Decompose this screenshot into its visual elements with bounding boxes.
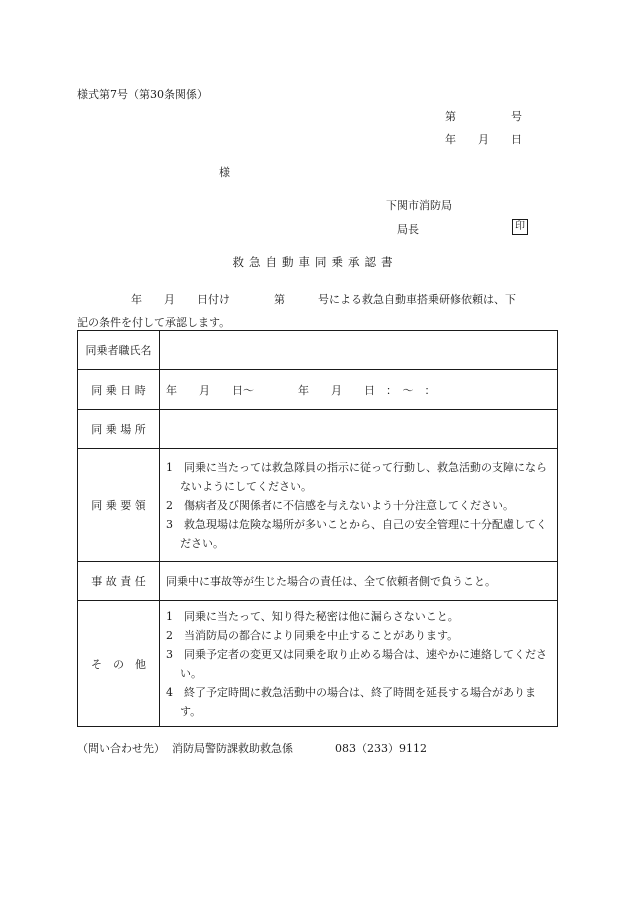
guidelines-list — [166, 458, 551, 553]
contact-label: （問い合わせ先） — [77, 742, 165, 755]
issue-number: 第 号 — [445, 110, 522, 123]
conditions-table — [77, 330, 558, 727]
list-item: 4 終了予定時間に救急活動中の場合は、終了時間を延長する場合があります。 — [166, 685, 536, 718]
seal-stamp: 印 — [512, 219, 528, 235]
other-notes-cell — [160, 601, 558, 727]
table-row — [78, 562, 558, 601]
table-row — [78, 601, 558, 727]
contact-phone: 083（233）9112 — [334, 742, 427, 755]
accident-liability-cell: 同乗中に事故等が生じた場合の責任は、全て依頼者側で負うこと。 — [160, 562, 558, 601]
list-item: 2 当消防局の都合により同乗を中止することがあります。 — [166, 628, 459, 642]
approval-statement-line-1: 年 月 日付け 第 号による救急自動車搭乗研修依頼は、下 — [131, 293, 516, 306]
table-row — [78, 410, 558, 449]
list-item: 1 同乗に当たっては救急隊員の指示に従って行動し、救急活動の支障にならないようにしてください。 — [166, 460, 547, 493]
row-label: 同 乗 要 領 — [78, 449, 160, 562]
contact-department: 消防局警防課救助救急係 — [172, 742, 293, 755]
approval-statement-line-2: 記の条件を付して承認します。 — [77, 316, 231, 329]
ride-guidelines-cell — [160, 449, 558, 562]
approval-statement — [77, 288, 557, 334]
sender-title: 局長 — [397, 223, 419, 236]
passenger-name-cell — [160, 331, 558, 370]
contact-info — [77, 740, 427, 756]
other-notes-list — [166, 607, 551, 721]
issue-date: 年 月 日 — [445, 133, 522, 146]
row-label: そ の 他 — [78, 601, 160, 727]
table-row — [78, 449, 558, 562]
ride-location-cell — [160, 410, 558, 449]
list-item: 3 同乗予定者の変更又は同乗を取り止める場合は、速やかに連絡してください。 — [166, 647, 547, 680]
table-row — [78, 331, 558, 370]
ride-datetime-cell: 年 月 日～ 年 月 日 ： ～ ： — [160, 370, 558, 410]
list-item: 1 同乗に当たって、知り得た秘密は他に漏らさないこと。 — [166, 609, 459, 623]
sender-organization: 下関市消防局 — [386, 199, 452, 212]
row-label: 同乗者職氏名 — [78, 331, 160, 370]
row-label: 同 乗 場 所 — [78, 410, 160, 449]
document-title: 救急自動車同乗承認書 — [232, 255, 398, 269]
list-item: 3 救急現場は危険な場所が多いことから、自己の安全管理に十分配慮してください。 — [166, 517, 547, 550]
table-row — [78, 370, 558, 410]
row-label: 事 故 責 任 — [78, 562, 160, 601]
addressee-honorific: 様 — [219, 166, 230, 179]
list-item: 2 傷病者及び関係者に不信感を与えないよう十分注意してください。 — [166, 498, 514, 512]
row-label: 同 乗 日 時 — [78, 370, 160, 410]
form-number: 様式第7号（第30条関係） — [77, 88, 208, 101]
